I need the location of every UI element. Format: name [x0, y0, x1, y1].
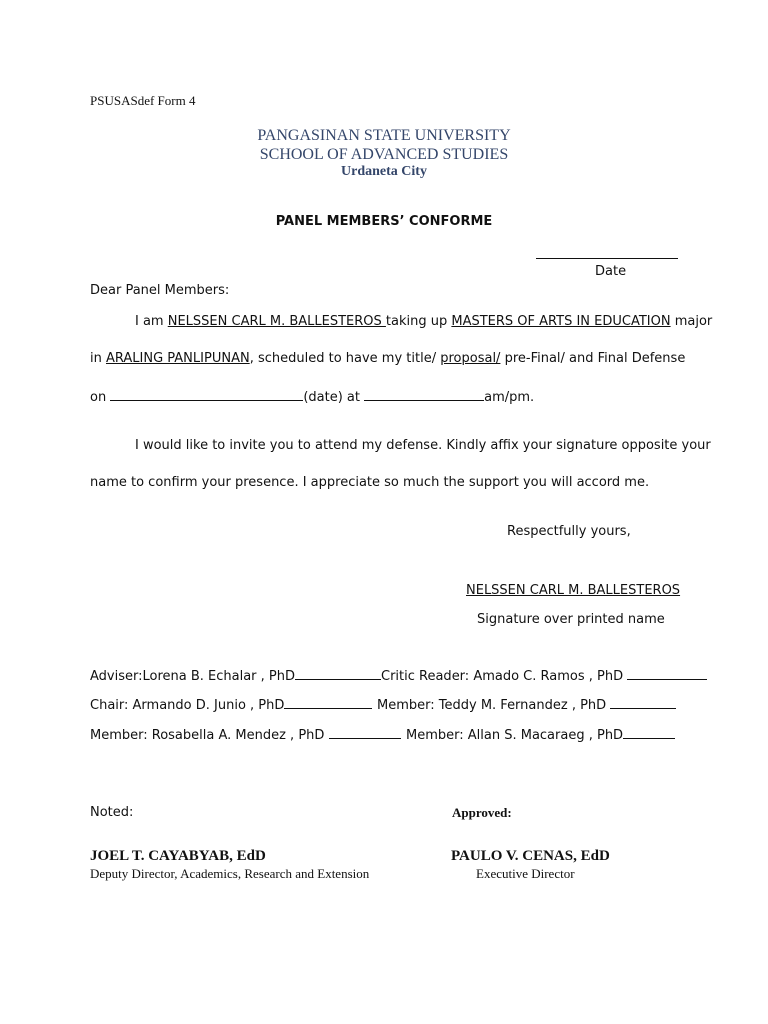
- panel-chair: [90, 697, 372, 713]
- body-text: pre-Final/ and Final Defense: [500, 351, 686, 366]
- body-text: in: [90, 351, 106, 366]
- date-label: Date: [595, 264, 627, 279]
- panel-member-name: Adviser:Lorena B. Echalar , PhD: [90, 669, 296, 684]
- approved-label: Approved:: [452, 805, 512, 820]
- body-text: am/pm.: [484, 390, 535, 405]
- university-name: PANGASINAN STATE UNIVERSITY: [257, 127, 511, 144]
- panel-adviser: [90, 668, 381, 684]
- major: ARALING PANLIPUNAN: [105, 351, 250, 366]
- body-line-5: name to confirm your presence. I appreciate so much the support you will accord me.: [90, 475, 650, 490]
- document-title: PANEL MEMBERS’ CONFORME: [275, 214, 493, 229]
- body-text: , scheduled to have my title/: [249, 351, 441, 366]
- panel-member-mendez: [90, 727, 401, 743]
- panel-member-macaraeg: [406, 727, 675, 743]
- signature-blank[interactable]: [623, 727, 675, 739]
- panel-member-name: Chair: Armando D. Junio , PhD: [90, 698, 285, 713]
- school-name: SCHOOL OF ADVANCED STUDIES: [259, 146, 509, 163]
- panel-critic-reader: [381, 668, 707, 684]
- signer-name: NELSSEN CARL M. BALLESTEROS: [466, 583, 681, 598]
- signature-blank[interactable]: [627, 668, 707, 680]
- body-text: (date) at: [303, 390, 365, 405]
- signature-blank[interactable]: [329, 727, 401, 739]
- body-text: on: [90, 390, 111, 405]
- panel-member-name: Member: Rosabella A. Mendez , PhD: [90, 728, 325, 743]
- noted-name: JOEL T. CAYABYAB, EdD: [90, 848, 266, 864]
- time-blank[interactable]: [364, 389, 484, 401]
- panel-member-name: Member: Teddy M. Fernandez , PhD: [377, 698, 607, 713]
- approved-position: Executive Director: [476, 866, 575, 881]
- body-text: major: [670, 314, 713, 329]
- body-line-1: [135, 314, 712, 329]
- salutation: Dear Panel Members:: [90, 283, 230, 298]
- noted-position: Deputy Director, Academics, Research and Extension: [90, 866, 370, 881]
- panel-member-name: Member: Allan S. Macaraeg , PhD: [406, 728, 624, 743]
- signature-blank[interactable]: [284, 697, 372, 709]
- signer-caption: Signature over printed name: [477, 612, 665, 627]
- form-code: PSUSASdef Form 4: [90, 93, 196, 108]
- body-text: taking up: [385, 314, 452, 329]
- signature-blank[interactable]: [295, 668, 381, 680]
- panel-member-name: Critic Reader: Amado C. Ramos , PhD: [381, 669, 624, 684]
- city-name: Urdaneta City: [341, 164, 427, 179]
- noted-label: Noted:: [90, 805, 134, 820]
- body-line-2: [90, 351, 685, 366]
- date-blank[interactable]: [110, 389, 303, 401]
- approved-name: PAULO V. CENAS, EdD: [451, 848, 610, 864]
- body-line-4: I would like to invite you to attend my defense. Kindly affix your signature opposite your: [135, 438, 711, 453]
- body-text: I am: [135, 314, 168, 329]
- closing: Respectfully yours,: [507, 524, 631, 539]
- defense-stage: proposal/: [440, 351, 501, 366]
- date-signature-line: [536, 258, 678, 259]
- degree: MASTERS OF ARTS IN EDUCATION: [451, 314, 671, 329]
- panel-member-fernandez: [377, 697, 676, 713]
- body-line-3: [90, 389, 534, 405]
- signature-blank[interactable]: [610, 697, 676, 709]
- student-name: NELSSEN CARL M. BALLESTEROS: [167, 314, 386, 329]
